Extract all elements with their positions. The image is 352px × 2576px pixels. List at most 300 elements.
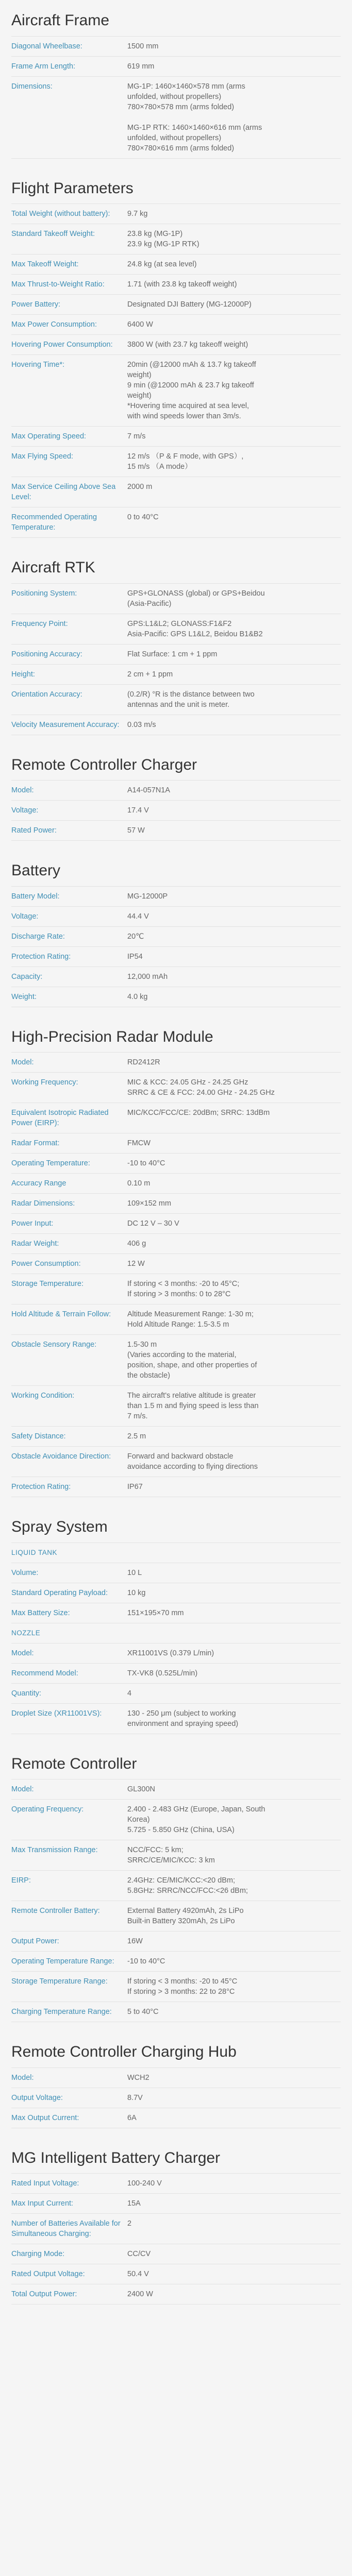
spec-row: [11, 801, 341, 821]
spec-label: Max Battery Size:: [11, 1603, 127, 1623]
spec-label: Radar Weight:: [11, 1234, 127, 1254]
spec-value-line: avoidance according to flying directions: [127, 1463, 258, 1471]
spec-table: [11, 780, 341, 841]
spec-label: Max Power Consumption:: [11, 315, 127, 335]
spec-value: [127, 507, 341, 538]
spec-value: [127, 1563, 341, 1583]
spec-value-line: 5.725 - 5.850 GHz (China, USA): [127, 1826, 234, 1834]
section-title: Remote Controller Charger: [11, 756, 197, 773]
spec-value-line: 57 W: [127, 826, 145, 835]
spec-value-line: 20℃: [127, 932, 144, 941]
spec-table: [11, 583, 341, 735]
spec-label: Protection Rating:: [11, 946, 127, 967]
spec-section: [11, 0, 341, 159]
spec-value-line: 406 g: [127, 1240, 146, 1248]
spec-value-line: Forward and backward obstacle: [127, 1452, 233, 1461]
spec-row: [11, 1154, 341, 1174]
spec-label: Model:: [11, 1643, 127, 1663]
spec-value-line: 5.8GHz: SRRC/NCC/FCC:<26 dBm;: [127, 1887, 248, 1895]
spec-value-line: 1.5-30 m: [127, 1341, 157, 1349]
spec-label: Frequency Point:: [11, 614, 127, 644]
spec-value: [127, 946, 341, 967]
spec-value: [127, 204, 341, 224]
section-title: Flight Parameters: [11, 179, 133, 197]
spec-value: [127, 275, 341, 295]
spec-row: [11, 1603, 341, 1623]
spec-value-line: 4: [127, 1689, 132, 1698]
spec-row: [11, 1703, 341, 1734]
spec-value-line: 619 mm: [127, 62, 155, 71]
spec-value-line: 10 kg: [127, 1588, 146, 1597]
spec-row: [11, 76, 341, 158]
spec-value-line: RD2412R: [127, 1058, 160, 1066]
spec-value-line: 7 m/s.: [127, 1412, 148, 1420]
spec-value: [127, 1901, 341, 1931]
spec-row: [11, 1583, 341, 1603]
spec-label: Battery Model:: [11, 886, 127, 906]
spec-value-line: TX-VK8 (0.525L/min): [127, 1669, 198, 1677]
spec-value-line: 12,000 mAh: [127, 972, 168, 981]
spec-label: Protection Rating:: [11, 1477, 127, 1497]
spec-label: Droplet Size (XR11001VS):: [11, 1703, 127, 1734]
spec-row: [11, 987, 341, 1007]
spec-value-line: position, shape, and other properties of: [127, 1361, 257, 1369]
spec-value-line: 2: [127, 2219, 132, 2228]
spec-value: [127, 2088, 341, 2108]
spec-value-line: 5 to 40°C: [127, 2008, 159, 2016]
spec-value-line: (Varies according to the material,: [127, 1351, 237, 1359]
spec-row: [11, 1840, 341, 1871]
spec-label: Operating Temperature Range:: [11, 1952, 127, 1972]
spec-label: Positioning Accuracy:: [11, 644, 127, 664]
spec-row: [11, 427, 341, 447]
spec-value: [127, 1133, 341, 1154]
spec-value: [127, 926, 341, 946]
spec-row: [11, 2174, 341, 2194]
spec-label: Recommended Operating Temperature:: [11, 507, 127, 538]
spec-value-line: Designated DJI Battery (MG-12000P): [127, 300, 252, 309]
spec-value: [127, 967, 341, 987]
spec-value-line: 9.7 kg: [127, 210, 148, 218]
spec-value: [127, 1254, 341, 1274]
spec-row: [11, 2214, 341, 2244]
spec-label: Remote Controller Battery:: [11, 1901, 127, 1931]
spec-section: [11, 850, 341, 1007]
spec-value-line: (0.2/R) °R is the distance between two: [127, 690, 255, 699]
spec-label: Max Input Current:: [11, 2194, 127, 2214]
spec-value-line: unfolded, without propellers): [127, 133, 222, 142]
spec-row: [11, 1073, 341, 1103]
spec-value: [127, 1780, 341, 1800]
spec-value-line: Korea): [127, 1816, 150, 1824]
spec-row: [11, 1447, 341, 1477]
spec-row: [11, 781, 341, 801]
spec-label: Frame Arm Length:: [11, 56, 127, 76]
section-title: Remote Controller Charging Hub: [11, 2043, 237, 2060]
spec-row: [11, 1871, 341, 1901]
spec-value: [127, 1427, 341, 1447]
spec-value-line: 0 to 40°C: [127, 513, 159, 521]
spec-label: Model:: [11, 2067, 127, 2088]
spec-section: [11, 547, 341, 735]
spec-row: [11, 2264, 341, 2284]
spec-label: Rated Input Voltage:: [11, 2174, 127, 2194]
spec-row: [11, 715, 341, 735]
spec-value: [127, 583, 341, 614]
spec-row: [11, 2067, 341, 2088]
spec-label: Total Weight (without battery):: [11, 204, 127, 224]
section-title: Aircraft Frame: [11, 12, 110, 29]
spec-section: [11, 2138, 341, 2305]
spec-value: [127, 1643, 341, 1663]
spec-row: [11, 355, 341, 427]
spec-value-line: External Battery 4920mAh, 2s LiPo: [127, 1907, 244, 1915]
spec-value: [127, 1952, 341, 1972]
spec-label: Max Service Ceiling Above Sea Level:: [11, 477, 127, 507]
spec-value-line: 1500 mm: [127, 42, 159, 50]
spec-value-line: XR11001VS (0.379 L/min): [127, 1649, 214, 1657]
spec-row: [11, 335, 341, 355]
spec-value: [127, 1335, 341, 1386]
spec-row: [11, 295, 341, 315]
spec-value: [127, 477, 341, 507]
spec-label: Max Operating Speed:: [11, 427, 127, 447]
spec-row: [11, 507, 341, 538]
spec-label: Dimensions:: [11, 76, 127, 158]
spec-label: Hold Altitude & Terrain Follow:: [11, 1304, 127, 1335]
spec-row: [11, 1972, 341, 2002]
spec-value-line: 1.71 (with 23.8 kg takeoff weight): [127, 280, 237, 289]
spec-label: Equivalent Isotropic Radiated Power (EIRP):: [11, 1103, 127, 1133]
spec-row: [11, 2244, 341, 2264]
spec-value: [127, 1800, 341, 1840]
spec-value: [127, 801, 341, 821]
spec-label: Hovering Power Consumption:: [11, 335, 127, 355]
spec-value-line: (Asia-Pacific): [127, 599, 172, 608]
spec-label: Radar Format:: [11, 1133, 127, 1154]
spec-value: [127, 427, 341, 447]
spec-value: [127, 1103, 341, 1133]
spec-value: [127, 56, 341, 76]
spec-value-line: GPS:L1&L2; GLONASS:F1&F2: [127, 619, 232, 628]
section-title: High-Precision Radar Module: [11, 1028, 213, 1045]
spec-value: [127, 2244, 341, 2264]
spec-value-line: Flat Surface: 1 cm + 1 ppm: [127, 650, 217, 658]
spec-value-line: MIC/KCC/FCC/CE: 20dBm; SRRC: 13dBm: [127, 1109, 270, 1117]
spec-value-line: 3800 W (with 23.7 kg takeoff weight): [127, 341, 248, 349]
spec-table: [11, 886, 341, 1007]
spec-value: [127, 1214, 341, 1234]
spec-value: [127, 1304, 341, 1335]
spec-value: [127, 2284, 341, 2304]
spec-row: [11, 1053, 341, 1073]
spec-label: Operating Frequency:: [11, 1800, 127, 1840]
spec-row: [11, 1274, 341, 1304]
spec-value: [127, 1477, 341, 1497]
spec-row: [11, 1174, 341, 1194]
spec-value-line: Asia-Pacific: GPS L1&L2, Beidou B1&B2: [127, 630, 263, 638]
spec-value: [127, 76, 341, 158]
spec-row: [11, 1477, 341, 1497]
spec-row: [11, 614, 341, 644]
spec-value-line: 16W: [127, 1937, 143, 1945]
spec-label: Working Frequency:: [11, 1073, 127, 1103]
spec-value-line: 130 - 250 μm (subject to working: [127, 1709, 236, 1718]
spec-label: Output Voltage:: [11, 2088, 127, 2108]
spec-value: [127, 355, 341, 427]
spec-value-line: FMCW: [127, 1139, 151, 1147]
spec-row: [11, 315, 341, 335]
spec-row: [11, 36, 341, 56]
spec-label: Output Power:: [11, 1931, 127, 1952]
spec-value-line: 20min (@12000 mAh & 13.7 kg takeoff: [127, 361, 256, 369]
spec-row: [11, 886, 341, 906]
spec-value-line: If storing > 3 months: 22 to 28°C: [127, 1988, 235, 1996]
spec-value: [127, 1603, 341, 1623]
spec-value-line: with wind speeds lower than 3m/s.: [127, 412, 241, 420]
spec-label: Diagonal Wheelbase:: [11, 36, 127, 56]
spec-row: [11, 477, 341, 507]
spec-row: [11, 1133, 341, 1154]
spec-value-line: Hold Altitude Range: 1.5-3.5 m: [127, 1320, 229, 1329]
spec-value: [127, 2067, 341, 2088]
spec-value-line: 780×780×616 mm (arms folded): [127, 144, 234, 152]
section-title: Aircraft RTK: [11, 559, 95, 576]
spec-label: Charging Temperature Range:: [11, 2002, 127, 2022]
spec-value-line: 2.4GHz: CE/MIC/KCC:<20 dBm;: [127, 1876, 236, 1885]
spec-value: [127, 2002, 341, 2022]
spec-section: [11, 168, 341, 538]
spec-label: Voltage:: [11, 906, 127, 926]
spec-value: [127, 906, 341, 926]
spec-value-line: The aircraft's relative altitude is greater: [127, 1392, 256, 1400]
spec-value: [127, 2108, 341, 2128]
spec-label: Model:: [11, 1053, 127, 1073]
spec-value-line: SRRC & CE & FCC: 24.00 GHz - 24.25 GHz: [127, 1089, 275, 1097]
spec-value-line: CC/CV: [127, 2250, 151, 2258]
spec-row: [11, 1780, 341, 1800]
spec-label: Total Output Power:: [11, 2284, 127, 2304]
spec-label: Storage Temperature:: [11, 1274, 127, 1304]
spec-value-line: 10 L: [127, 1568, 142, 1577]
spec-table: [11, 1543, 341, 1734]
spec-value: [127, 1073, 341, 1103]
spec-label: Max Takeoff Weight:: [11, 255, 127, 275]
spec-label: Charging Mode:: [11, 2244, 127, 2264]
spec-value-line: MG-1P RTK: 1460×1460×616 mm (arms: [127, 123, 262, 132]
spec-row: [11, 2088, 341, 2108]
spec-value: [127, 335, 341, 355]
spec-value-line: 23.8 kg (MG-1P): [127, 230, 183, 238]
spec-row: [11, 664, 341, 684]
spec-row: [11, 1901, 341, 1931]
spec-row: [11, 447, 341, 477]
spec-value-line: 23.9 kg (MG-1P RTK): [127, 240, 199, 248]
spec-value-line: 2 cm + 1 ppm: [127, 670, 173, 679]
spec-row: [11, 1234, 341, 1254]
spec-row: [11, 644, 341, 664]
spec-value-line: 2.5 m: [127, 1432, 146, 1440]
spec-value: [127, 1931, 341, 1952]
spec-value-line: 15A: [127, 2199, 141, 2208]
spec-label: Discharge Rate:: [11, 926, 127, 946]
spec-value-line: If storing < 3 months: -20 to 45°C;: [127, 1280, 240, 1288]
spec-label: Quantity:: [11, 1683, 127, 1703]
spec-label: Velocity Measurement Accuracy:: [11, 715, 127, 735]
spec-value: [127, 715, 341, 735]
spec-row: [11, 2194, 341, 2214]
spec-value: [127, 886, 341, 906]
spec-value-line: antennas and the unit is meter.: [127, 700, 230, 709]
spec-value-line: MG-12000P: [127, 892, 168, 901]
spec-row: [11, 2108, 341, 2128]
spec-row: [11, 1543, 341, 1563]
section-title: Battery: [11, 862, 61, 879]
spec-label: Max Thrust-to-Weight Ratio:: [11, 275, 127, 295]
spec-label: Volume:: [11, 1563, 127, 1583]
spec-value-line: 50.4 V: [127, 2270, 149, 2278]
spec-row: [11, 56, 341, 76]
spec-value-line: 0.03 m/s: [127, 720, 156, 729]
spec-label: Rated Output Voltage:: [11, 2264, 127, 2284]
spec-value-line: Built-in Battery 320mAh, 2s LiPo: [127, 1917, 235, 1925]
spec-row: [11, 906, 341, 926]
spec-value-line: weight): [127, 392, 152, 400]
spec-value-line: the obstacle): [127, 1371, 171, 1380]
spec-value: [127, 1840, 341, 1871]
spec-label: Radar Dimensions:: [11, 1194, 127, 1214]
spec-value-line: If storing > 3 months: 0 to 28°C: [127, 1290, 231, 1298]
spec-value-line: NCC/FCC: 5 km;: [127, 1846, 183, 1854]
spec-row: [11, 1214, 341, 1234]
spec-section: [11, 2031, 341, 2128]
spec-label: Rated Power:: [11, 821, 127, 841]
spec-value: [127, 315, 341, 335]
spec-row: [11, 224, 341, 255]
spec-value-line: 44.4 V: [127, 912, 149, 921]
spec-label: Storage Temperature Range:: [11, 1972, 127, 2002]
spec-value: [127, 1447, 341, 1477]
spec-row: [11, 946, 341, 967]
spec-value-line: A14-057N1A: [127, 786, 171, 794]
spec-label: Voltage:: [11, 801, 127, 821]
spec-label: Power Battery:: [11, 295, 127, 315]
spec-label: Accuracy Range: [11, 1174, 127, 1194]
spec-value-line: *Hovering time acquired at sea level,: [127, 402, 249, 410]
spec-label: Orientation Accuracy:: [11, 684, 127, 715]
spec-row: [11, 1563, 341, 1583]
spec-value-line: -10 to 40°C: [127, 1957, 165, 1965]
spec-value: [127, 684, 341, 715]
spec-row: [11, 1931, 341, 1952]
spec-row: [11, 684, 341, 715]
spec-label: Capacity:: [11, 967, 127, 987]
spec-value: [127, 447, 341, 477]
spec-value: [127, 1053, 341, 1073]
spec-value: [127, 36, 341, 56]
spec-label: Operating Temperature:: [11, 1154, 127, 1174]
spec-value: [127, 2264, 341, 2284]
spec-value: [127, 1583, 341, 1603]
spec-row: [11, 821, 341, 841]
spec-label: Positioning System:: [11, 583, 127, 614]
spec-value: [127, 1972, 341, 2002]
spec-value: [127, 255, 341, 275]
spec-value: [127, 295, 341, 315]
spec-value: [127, 224, 341, 255]
spec-row: [11, 275, 341, 295]
spec-label: Obstacle Sensory Range:: [11, 1335, 127, 1386]
spec-value-line: IP54: [127, 952, 143, 961]
spec-value-line: 780×780×578 mm (arms folded): [127, 103, 234, 111]
spec-value-line: MIC & KCC: 24.05 GHz - 24.25 GHz: [127, 1078, 248, 1087]
spec-row: [11, 1683, 341, 1703]
spec-row: [11, 1335, 341, 1386]
spec-value-line: 15 m/s （A mode）: [127, 463, 192, 471]
spec-value: [127, 2194, 341, 2214]
spec-value: [127, 1683, 341, 1703]
spec-row: [11, 255, 341, 275]
spec-value-line: Altitude Measurement Range: 1-30 m;: [127, 1310, 254, 1318]
spec-row: [11, 1663, 341, 1683]
spec-value: [127, 1274, 341, 1304]
spec-value-line: 9 min (@12000 mAh & 23.7 kg takeoff: [127, 381, 254, 389]
spec-value-line: DC 12 V – 30 V: [127, 1219, 179, 1228]
spec-table: [11, 36, 341, 159]
spec-value-line: If storing < 3 months: -20 to 45°C: [127, 1977, 238, 1986]
spec-label: EIRP:: [11, 1871, 127, 1901]
spec-value-line: IP67: [127, 1483, 143, 1491]
spec-subheading: LIQUID TANK: [11, 1543, 341, 1563]
spec-value: [127, 1386, 341, 1427]
spec-value-line: 0.10 m: [127, 1179, 150, 1188]
spec-label: Obstacle Avoidance Direction:: [11, 1447, 127, 1477]
spec-value-line: than 1.5 m and flying speed is less than: [127, 1402, 259, 1410]
spec-value-line: GPS+GLONASS (global) or GPS+Beidou: [127, 589, 265, 598]
spec-value-line: -10 to 40°C: [127, 1159, 165, 1167]
spec-value: [127, 2214, 341, 2244]
spec-row: [11, 1386, 341, 1427]
spec-row: [11, 1643, 341, 1663]
spec-label: Power Input:: [11, 1214, 127, 1234]
section-title: Remote Controller: [11, 1755, 137, 1772]
spec-label: Max Transmission Range:: [11, 1840, 127, 1871]
spec-table: [11, 2067, 341, 2128]
spec-row: [11, 1254, 341, 1274]
spec-value-line: 7 m/s: [127, 432, 146, 440]
spec-table: [11, 204, 341, 538]
spec-value-line: 100-240 V: [127, 2179, 162, 2188]
spec-row: [11, 1427, 341, 1447]
spec-value-line: 12 W: [127, 1260, 145, 1268]
spec-value-line: unfolded, without propellers): [127, 92, 222, 101]
spec-row: [11, 926, 341, 946]
spec-row: [11, 1800, 341, 1840]
spec-table: [11, 1779, 341, 2022]
spec-value-line: 151×195×70 mm: [127, 1608, 184, 1617]
spec-label: Power Consumption:: [11, 1254, 127, 1274]
spec-row: [11, 1194, 341, 1214]
spec-value: [127, 1154, 341, 1174]
spec-value-line: 8.7V: [127, 2093, 143, 2102]
spec-subheading: NOZZLE: [11, 1623, 341, 1643]
spec-value: [127, 1234, 341, 1254]
spec-value-line: 4.0 kg: [127, 992, 148, 1001]
spec-row: [11, 2284, 341, 2304]
spec-value-line: GL300N: [127, 1785, 156, 1793]
spec-value-line: 6400 W: [127, 320, 153, 329]
spec-value-line: MG-1P: 1460×1460×578 mm (arms: [127, 82, 245, 91]
